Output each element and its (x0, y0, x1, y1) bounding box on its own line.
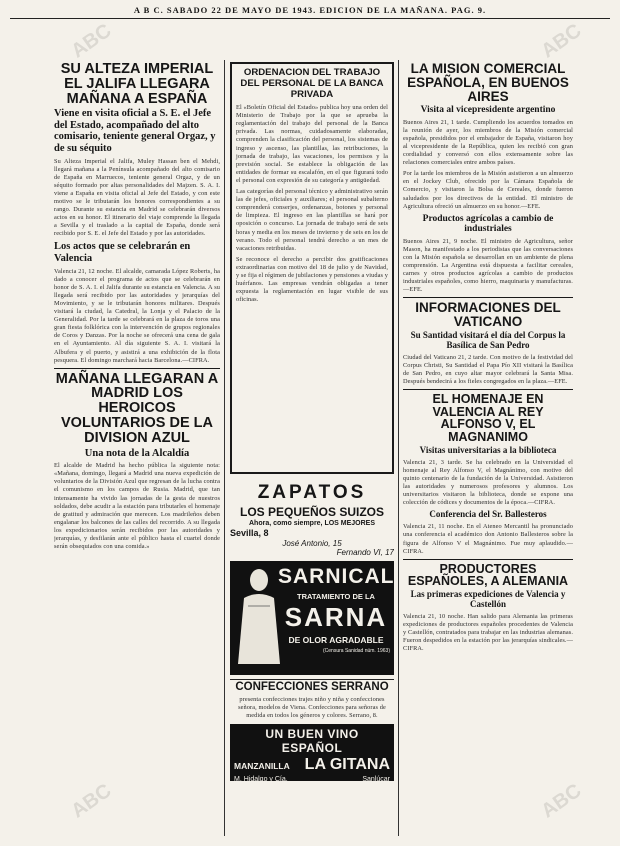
subhead-jalifa: Viene en visita oficial a S. E. el Jefe del Estado, acompañado del alto comisario, teniente general Orgaz, y de su séquito (54, 108, 216, 154)
ad-zapatos-title: ZAPATOS (257, 482, 367, 503)
subhead-biblioteca: Visitas universitarias a la biblioteca (419, 444, 557, 455)
article-body: Valencia 21, 11 noche. En el Ateneo Mercantil ha pronunciado una conferencia el académico don Antonio Ballesteros sobre la figura de Alfonso V el Magnánimo. Fue muy aplaudido.—CIFRA. (403, 523, 573, 555)
subhead-productos: Productos agrícolas a cambio de industriales (422, 213, 554, 235)
article-body: Buenos Aires 21, 9 noche. El ministro de Agricultura, señor Mason, ha manifestado a los periodistas que las conversaciones con la Misión española se desarrollan en un ambiente de plena comprensión. La Argentina está dispuesta a facilitar cereales, carnes y otros productos agrícolas a cambio de productos industriales españoles, como hierro, maquinaria y manufacturas.—EFE. (403, 237, 573, 294)
article-body: Por la tarde los miembros de la Misión asistieron a un almuerzo en el Jockey Club, ofrecido por la Cámara Española de Comercio, y visitaron la Bolsa de Cereales, donde fueron saludados por los directivos de la entidad. El ministro de Agricultura ofreció un almuerzo en su honor.—EFE. (403, 170, 573, 210)
article-body: El alcalde de Madrid ha hecho pública la siguiente nota: «Mañana, domingo, llegará a Madrid una nueva expedición de voluntarios de la División Azul que regresan de la lucha contra el comunismo en los campos de Rusia. Madrid, que tan intensamente ha vivido las jornadas de la gesta de nuestros soldados, debe acudir a la estación para tributarles el homenaje de gratitud y admiración que merecen. Los madrileños deben engalanar los balcones de las calles del recorrido. A su llegada los expedicionarios serán recibidos por las autoridades y jerarquías, y desfilarán ante el público hasta el cuartel donde serán obsequiados con una comida.» (54, 462, 220, 551)
ad-gitana-product: MANZANILLA (234, 761, 290, 771)
ad-sarnical-word: SARNA (284, 602, 388, 632)
ad-zapatos (230, 482, 394, 557)
subhead-conferencia: Conferencia del Sr. Ballesteros (429, 509, 547, 520)
section-rule (403, 389, 573, 390)
ad-zapatos-address: José Antonio, 15 (282, 539, 342, 548)
subhead-alcaldia: Una nota de la Alcaldía (84, 447, 190, 459)
ad-sarnical-name: SARNICAL (278, 565, 394, 588)
section-rule (403, 297, 573, 298)
ad-sarnical-line: TRATAMIENTO DE LA (297, 592, 375, 601)
section-rule (54, 368, 220, 369)
ad-gitana-place: Sanlúcar (362, 776, 390, 783)
ad-zapatos-address: Fernando VI, 17 (336, 548, 394, 557)
watermark-stamp: ABC (537, 19, 586, 63)
ad-sarnical-line: DE OLOR AGRADABLE (288, 635, 384, 645)
ad-gitana-line: UN BUEN VINO ESPAÑOL (265, 727, 359, 755)
masthead: A B C. SABADO 22 DE MAYO DE 1943. EDICION DE LA MAÑANA. PAG. 9. (10, 5, 610, 19)
subhead-vaticano: Su Santidad visitará el día del Corpus la Basílica de San Pedro (410, 329, 566, 350)
article-body: Ciudad del Vaticano 21, 2 tarde. Con motivo de la festividad del Corpus Christi, Su Santidad el Papa Pío XII visitará la Basílica de San Pedro, en cuyo altar mayor celebrará la Santa Misa. Después bendecirá a los fieles congregados en la plaza.—EFE. (403, 353, 573, 385)
ad-sarnical-registration: (Censura Sanidad núm. 1963) (323, 648, 390, 654)
ad-gitana-maker: M. Hidalgo y Cía. (234, 776, 288, 783)
article-body: Se reconoce el derecho a percibir dos gratificaciones extraordinarias con motivo del 18 de julio y de Navidad, y se fija el régimen de jubilaciones y pensiones a viudas y huérfanos. Las empresas vendrán obligadas a tener expuesta la reglamentación en lugar visible de sus oficinas. (236, 255, 388, 304)
headline-vaticano: INFORMACIONES DEL VATICANO (415, 300, 561, 330)
column-right (403, 62, 573, 838)
headline-division-azul: MAÑANA LLEGARAN A MADRID LOS HEROICOS VOLUNTARIOS DE LA DIVISION AZUL (55, 370, 219, 446)
ad-confecciones-title: CONFECCIONES SERRANO (230, 679, 394, 694)
section-rule (403, 559, 573, 560)
subhead-mision: Visita al vicepresidente argentino (420, 105, 556, 116)
watermark-stamp: ABC (537, 779, 586, 823)
article-body: Su Alteza Imperial el Jalifa, Muley Hassan ben el Mehdi, llegará mañana a la Península acompañado del alto comisario de España en Marruecos, teniente general Orgaz, y de un séquito formado por altas personalidades del Majzen. S. A. I. viene a España en visita oficial al Jefe del Estado, y con este motivo se le tributarán los honores correspondientes a su rango. Durante su estancia en Madrid se celebrarán diversos actos en su honor. El itinerario del viaje comprende la llegada a Sevilla y el traslado a la capital de España, donde será recibido por S. E. el Jefe del Estado y por las autoridades. (54, 157, 220, 238)
headline-banca: ORDENACION DEL TRABAJO DEL PERSONAL DE LA BANCA PRIVADA (240, 67, 384, 101)
headline-homenaje: EL HOMENAJE EN VALENCIA AL REY ALFONSO V, EL MAGNANIMO (432, 391, 544, 445)
headline-jalifa: SU ALTEZA IMPERIAL EL JALIFA LLEGARA MAÑANA A ESPAÑA (60, 62, 214, 107)
column-left (54, 62, 220, 838)
ad-la-gitana (230, 724, 394, 781)
watermark-stamp: ABC (67, 779, 116, 823)
article-body: Valencia 21, 10 noche. Han salido para Alemania las primeras expediciones de productores españoles procedentes de Valencia y Castellón, contratados para trabajar en las industrias alemanas. Fueron despedidos en la estación por las jerarquías sindicales.—CIFRA. (403, 612, 573, 653)
watermark-stamp: ABC (67, 19, 116, 63)
ad-gitana-brand: LA GITANA (304, 756, 390, 773)
article-body: Las categorías del personal técnico y administrativo serán las de jefes, oficiales y auxiliares; el personal subalterno comprenderá conserjes, ordenanzas, botones y personal de limpieza. El ingreso en las plantillas se hará por oposición o concurso. La jornada de trabajo será de seis horas y media en los meses de invierno y de seis en los de verano. Todo el personal tendrá derecho a un mes de vacaciones retribuidas. (236, 188, 388, 252)
ad-confecciones-body: presenta confecciones trajes niño y niña y confecciones señora, modelos de Viena. Confecciones para señoras de medida en todos los géneros y colores. Serrano, 8. (238, 695, 386, 719)
ad-zapatos-address: Sevilla, 8 (230, 528, 269, 538)
figure-illustration (234, 566, 284, 666)
article-body: Valencia 21, 12 noche. El alcalde, camarada López Roberts, ha dado a conocer el programa de actos que se celebrarán en honor de S. A. I. el Jalifa durante su estancia en Valencia. A su llegada será recibido por las autoridades y jerarquías del Movimiento, y se le tributarán honores militares. Después visitará la ciudad, la Catedral, la Lonja y el Palacio de la Generalidad. Por la tarde se celebrará en la plaza de toros una gran fiesta folklórica con la intervención de grupos regionales de Coros y Danzas. Por la noche se ofrecerá una cena de gala en el Ayuntamiento. Al día siguiente S. A. I. visitará la Albufera y el puerto, y asistirá a una exhibición de la flota pesquera. El domingo marchará hacia Barcelona.—CIFRA. (54, 267, 220, 364)
article-body: Valencia 21, 3 tarde. Se ha celebrado en la Universidad el homenaje al Rey Alfonso V, el Magnánimo, con motivo del quinto centenario de la fundación de la Universidad. Asistieron las autoridades y numerosos profesores y alumnos. Los universitarios visitaron la biblioteca, donde se expone una colección de códices y documentos de la época.—CIFRA. (403, 458, 573, 507)
column-rule (224, 60, 225, 836)
article-body: El «Boletín Oficial del Estado» publica hoy una orden del Ministerio de Trabajo por la que se aprueba la reglamentación del trabajo del personal de la Banca privada. Las normas, cuidadosamente elaboradas, comprenden la clasificación del personal, los sistemas de ingreso y ascenso, las plantillas, las retribuciones, la jornada de trabajo, las vacaciones, los permisos y la previsión social. Se establece la obligación de las entidades de formar su escalafón, en el que figurará todo el personal con expresión de su categoría y antigüedad. (236, 104, 388, 184)
ad-zapatos-brand: LOS PEQUEÑOS SUIZOS (239, 505, 385, 519)
ad-sarnical (230, 561, 394, 675)
banca-article-box (230, 62, 394, 474)
subhead-valencia: Los actos que se celebrarán en Valencia (54, 241, 191, 265)
column-rule (398, 60, 399, 836)
column-center (230, 62, 394, 838)
headline-productores: PRODUCTORES ESPAÑOLES, A ALEMANIA (407, 561, 569, 589)
ad-zapatos-tagline: Ahora, como siempre, LOS MEJORES (248, 520, 376, 527)
headline-mision: LA MISION COMERCIAL ESPAÑOLA, EN BUENOS AIRES (407, 62, 569, 104)
subhead-expediciones: Las primeras expediciones de Valencia y Castellón (410, 589, 566, 610)
article-body: Buenos Aires 21, 1 tarde. Cumpliendo los acuerdos tomados en la reunión de ayer, los miembros de la Misión comercial española, presididos por el embajador de España, visitaron hoy al vicepresidente de la República, quien les recibió con gran cordialidad y conversó con ellos extensamente sobre las relaciones comerciales entre ambos países. (403, 118, 573, 167)
